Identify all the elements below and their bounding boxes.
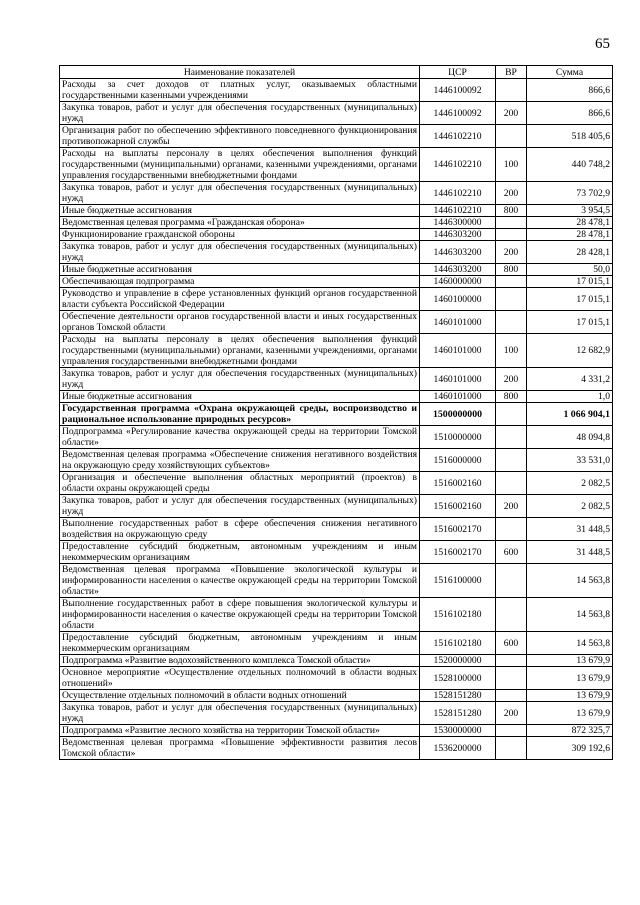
cell-sum: 13 679,9	[527, 667, 613, 690]
table-row	[60, 564, 613, 598]
cell-csr: 1446102210	[420, 205, 496, 217]
cell-sum: 13 679,9	[527, 655, 613, 667]
cell-vr	[496, 655, 527, 667]
cell-sum: 12 682,9	[527, 334, 613, 368]
cell-csr: 1500000000	[420, 403, 496, 426]
cell-csr: 1446102210	[420, 182, 496, 205]
cell-vr: 100	[496, 148, 527, 182]
table-row	[60, 391, 613, 403]
cell-csr: 1446102210	[420, 148, 496, 182]
cell-sum: 13 679,9	[527, 702, 613, 725]
cell-name: Подпрограмма «Развитие лесного хозяйства на территории Томской области»	[60, 725, 420, 737]
cell-name: Организация работ по обеспечению эффективного повседневного функционирования противопожарной службы	[60, 125, 420, 148]
table-row	[60, 449, 613, 472]
table-row	[60, 79, 613, 102]
cell-sum: 1 066 904,1	[527, 403, 613, 426]
cell-name: Организация и обеспечение выполнения областных мероприятий (проектов) в области охраны окружающей среды	[60, 472, 420, 495]
cell-name: Иные бюджетные ассигнования	[60, 205, 420, 217]
cell-sum: 866,6	[527, 79, 613, 102]
table-row	[60, 125, 613, 148]
table-row	[60, 217, 613, 229]
cell-name: Закупка товаров, работ и услуг для обеспечения государственных (муниципальных) нужд	[60, 495, 420, 518]
cell-csr: 1516002160	[420, 495, 496, 518]
cell-name: Расходы на выплаты персоналу в целях обеспечения выполнения функций государственными (муниципальными) органами, казенными учреждениями, органами управления государственными внебюджетными фондами	[60, 334, 420, 368]
table-row	[60, 148, 613, 182]
table-row	[60, 311, 613, 334]
cell-csr: 1446303200	[420, 264, 496, 276]
cell-name: Ведомственная целевая программа «Повышение эффективности развития лесов Томской области»	[60, 737, 420, 760]
cell-csr: 1446100092	[420, 79, 496, 102]
cell-sum: 440 748,2	[527, 148, 613, 182]
table-row	[60, 737, 613, 760]
cell-vr	[496, 472, 527, 495]
table-row	[60, 690, 613, 702]
cell-sum: 518 405,6	[527, 125, 613, 148]
cell-vr	[496, 426, 527, 449]
cell-csr: 1460101000	[420, 368, 496, 391]
cell-csr: 1528100000	[420, 667, 496, 690]
table-row	[60, 334, 613, 368]
cell-csr: 1446102210	[420, 125, 496, 148]
cell-name: Функционирование гражданской обороны	[60, 229, 420, 241]
cell-name: Государственная программа «Охрана окружающей среды, воспроизводство и рациональное использование природных ресурсов»	[60, 403, 420, 426]
budget-table	[59, 65, 613, 760]
table-row	[60, 598, 613, 632]
table-header-row	[60, 66, 613, 79]
cell-vr	[496, 518, 527, 541]
cell-name: Расходы за счет доходов от платных услуг, оказываемых областными государственными казенными учреждениями	[60, 79, 420, 102]
cell-sum: 2 082,5	[527, 472, 613, 495]
cell-name: Обеспечение деятельности органов государственной власти и иных государственных органов Томской области	[60, 311, 420, 334]
cell-vr	[496, 598, 527, 632]
cell-csr: 1516002160	[420, 472, 496, 495]
cell-vr: 200	[496, 241, 527, 264]
cell-sum: 73 702,9	[527, 182, 613, 205]
cell-vr	[496, 79, 527, 102]
cell-name: Подпрограмма «Развитие водохозяйственного комплекса Томской области»	[60, 655, 420, 667]
cell-name: Иные бюджетные ассигнования	[60, 264, 420, 276]
cell-vr	[496, 217, 527, 229]
cell-name: Руководство и управление в сфере установленных функций органов государственной власти субъекта Российской Федерации	[60, 288, 420, 311]
table-row	[60, 229, 613, 241]
cell-sum: 1,0	[527, 391, 613, 403]
cell-vr	[496, 690, 527, 702]
cell-vr	[496, 449, 527, 472]
cell-name: Основное мероприятие «Осуществление отдельных полномочий в области водных отношений»	[60, 667, 420, 690]
cell-name: Подпрограмма «Регулирование качества окружающей среды на территории Томской области»	[60, 426, 420, 449]
table-row	[60, 495, 613, 518]
cell-csr: 1536200000	[420, 737, 496, 760]
table-row	[60, 426, 613, 449]
table-row	[60, 276, 613, 288]
cell-csr: 1516000000	[420, 449, 496, 472]
cell-sum: 31 448,5	[527, 518, 613, 541]
cell-vr	[496, 125, 527, 148]
cell-csr: 1460101000	[420, 311, 496, 334]
cell-sum: 3 954,5	[527, 205, 613, 217]
cell-vr	[496, 311, 527, 334]
cell-csr: 1528151280	[420, 702, 496, 725]
table-body	[60, 79, 613, 760]
cell-vr: 200	[496, 182, 527, 205]
cell-csr: 1446303200	[420, 229, 496, 241]
cell-sum: 872 325,7	[527, 725, 613, 737]
cell-csr: 1520000000	[420, 655, 496, 667]
cell-name: Выполнение государственных работ в сфере обеспечения снижения негативного воздействия на окружающую среду	[60, 518, 420, 541]
cell-name: Ведомственная целевая программа «Обеспечение снижения негативного воздействия на окружающую среду хозяйствующих субъектов»	[60, 449, 420, 472]
cell-vr	[496, 229, 527, 241]
cell-csr: 1446300000	[420, 217, 496, 229]
cell-sum: 31 448,5	[527, 541, 613, 564]
cell-name: Обеспечивающая подпрограмма	[60, 276, 420, 288]
cell-csr: 1460100000	[420, 288, 496, 311]
cell-sum: 28 478,1	[527, 229, 613, 241]
cell-csr: 1530000000	[420, 725, 496, 737]
cell-vr: 800	[496, 264, 527, 276]
cell-vr	[496, 737, 527, 760]
cell-vr: 600	[496, 541, 527, 564]
cell-name: Закупка товаров, работ и услуг для обеспечения государственных (муниципальных) нужд	[60, 368, 420, 391]
cell-sum: 13 679,9	[527, 690, 613, 702]
cell-csr: 1460101000	[420, 334, 496, 368]
cell-sum: 48 094,8	[527, 426, 613, 449]
cell-sum: 17 015,1	[527, 276, 613, 288]
cell-vr: 600	[496, 632, 527, 655]
cell-sum: 4 331,2	[527, 368, 613, 391]
table-row	[60, 368, 613, 391]
cell-name: Ведомственная целевая программа «Повышение экологической культуры и информированности населения о качестве окружающей среды на территории Томской области»	[60, 564, 420, 598]
cell-name: Закупка товаров, работ и услуг для обеспечения государственных (муниципальных) нужд	[60, 702, 420, 725]
cell-csr: 1516102180	[420, 598, 496, 632]
cell-vr: 200	[496, 368, 527, 391]
table-row	[60, 182, 613, 205]
cell-vr: 200	[496, 495, 527, 518]
cell-name: Ведомственная целевая программа «Гражданская оборона»	[60, 217, 420, 229]
table-row	[60, 205, 613, 217]
cell-vr	[496, 725, 527, 737]
cell-vr: 800	[496, 391, 527, 403]
table-row	[60, 518, 613, 541]
cell-vr	[496, 564, 527, 598]
cell-vr	[496, 288, 527, 311]
cell-sum: 866,6	[527, 102, 613, 125]
cell-csr: 1516002170	[420, 541, 496, 564]
cell-csr: 1460101000	[420, 391, 496, 403]
cell-csr: 1528151280	[420, 690, 496, 702]
cell-name: Осуществление отдельных полномочий в области водных отношений	[60, 690, 420, 702]
cell-sum: 17 015,1	[527, 311, 613, 334]
cell-csr: 1516002170	[420, 518, 496, 541]
cell-vr	[496, 403, 527, 426]
page-number: 65	[595, 36, 610, 52]
cell-sum: 17 015,1	[527, 288, 613, 311]
table-row	[60, 403, 613, 426]
cell-name: Закупка товаров, работ и услуг для обеспечения государственных (муниципальных) нужд	[60, 182, 420, 205]
header-csr: ЦСР	[420, 66, 496, 79]
cell-csr: 1510000000	[420, 426, 496, 449]
table-row	[60, 102, 613, 125]
cell-csr: 1446303200	[420, 241, 496, 264]
cell-vr: 100	[496, 334, 527, 368]
table-row	[60, 241, 613, 264]
cell-name: Закупка товаров, работ и услуг для обеспечения государственных (муниципальных) нужд	[60, 102, 420, 125]
cell-name: Предоставление субсидий бюджетным, автономным учреждениям и иным некоммерческим организациям	[60, 632, 420, 655]
cell-sum: 14 563,8	[527, 598, 613, 632]
cell-vr: 800	[496, 205, 527, 217]
cell-name: Расходы на выплаты персоналу в целях обеспечения выполнения функций государственными (муниципальными) органами, казенными учреждениями, органами управления государственными внебюджетными фондами	[60, 148, 420, 182]
table-row	[60, 264, 613, 276]
header-name: Наименование показателей	[60, 66, 420, 79]
table-row	[60, 702, 613, 725]
table-row	[60, 472, 613, 495]
cell-sum: 33 531,0	[527, 449, 613, 472]
cell-csr: 1460000000	[420, 276, 496, 288]
cell-csr: 1516100000	[420, 564, 496, 598]
cell-csr: 1446100092	[420, 102, 496, 125]
cell-sum: 50,0	[527, 264, 613, 276]
table-row	[60, 655, 613, 667]
cell-sum: 309 192,6	[527, 737, 613, 760]
table-row	[60, 725, 613, 737]
cell-vr: 200	[496, 702, 527, 725]
cell-sum: 2 082,5	[527, 495, 613, 518]
cell-name: Закупка товаров, работ и услуг для обеспечения государственных (муниципальных) нужд	[60, 241, 420, 264]
cell-vr	[496, 276, 527, 288]
cell-sum: 28 478,1	[527, 217, 613, 229]
table-row	[60, 632, 613, 655]
table-row	[60, 667, 613, 690]
cell-sum: 28 428,1	[527, 241, 613, 264]
cell-vr: 200	[496, 102, 527, 125]
cell-sum: 14 563,8	[527, 632, 613, 655]
cell-csr: 1516102180	[420, 632, 496, 655]
cell-name: Предоставление субсидий бюджетным, автономным учреждениям и иным некоммерческим организациям	[60, 541, 420, 564]
cell-name: Выполнение государственных работ в сфере повышения экологической культуры и информированности населения о качестве окружающей среды на территории Томской области	[60, 598, 420, 632]
table-row	[60, 541, 613, 564]
cell-vr	[496, 667, 527, 690]
table-row	[60, 288, 613, 311]
cell-name: Иные бюджетные ассигнования	[60, 391, 420, 403]
cell-sum: 14 563,8	[527, 564, 613, 598]
header-sum: Сумма	[527, 66, 613, 79]
header-vr: ВР	[496, 66, 527, 79]
